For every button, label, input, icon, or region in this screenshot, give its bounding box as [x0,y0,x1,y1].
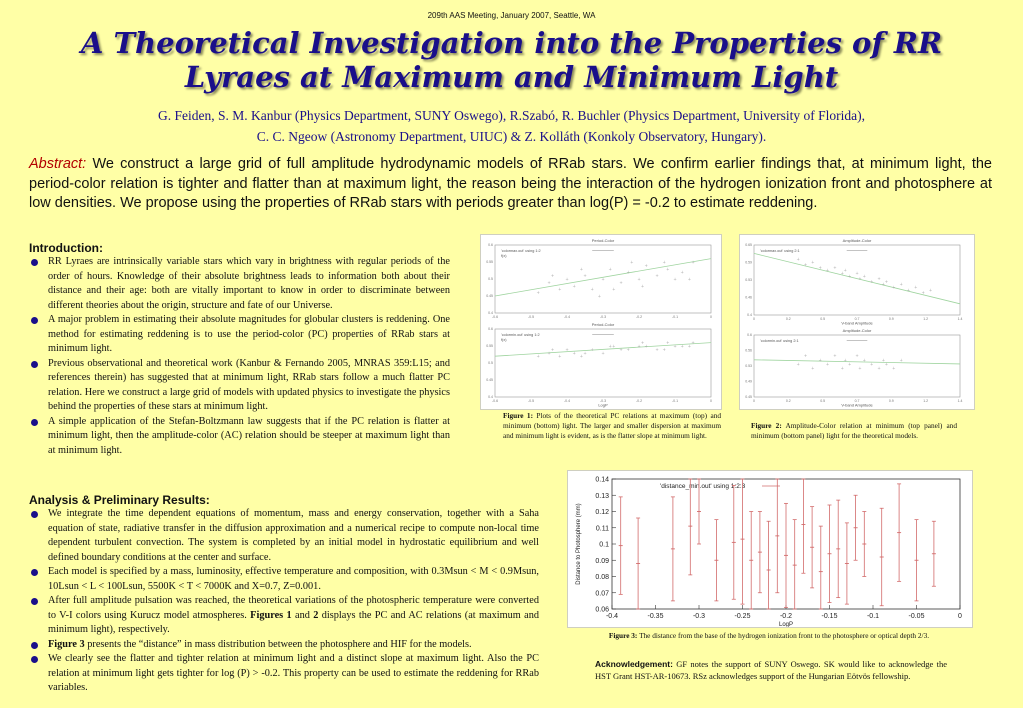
fig2-bottom-point: + [825,361,830,367]
fig2-bottom-point: + [833,353,837,359]
fig1-top-point: + [579,266,584,272]
fig2-top-point: + [858,276,862,282]
analysis-bullet [29,652,539,696]
fig1-bottom-point: + [637,343,641,349]
fig1-top-point: + [565,276,569,282]
fig1-bottom-point: + [572,350,576,356]
analysis-text: We integrate the time dependent equations of momentum, mass and energy conservation, together with a Saha equation of state, radiative transfer in the diffusion approximation and a numerical recipe to compute non-local time dependent turbulent convection. The system is completed by an initial model in hydrostatic equilibrium and well defined boundary conditions at the center and surface. [48,508,539,563]
fig2-bottom-ytick-label: 0.49 [745,379,752,384]
fig1-top-point: + [655,273,659,279]
fig1-top-point: + [583,273,587,279]
figure-1-panel [480,234,722,410]
fig1-top-xtick-label: -0.1 [671,315,679,319]
fig2-bottom-point: + [862,357,867,363]
acknowledgement-label: Acknowledgement: [595,659,673,669]
fig2-top-point: + [862,273,867,279]
fig1-bottom-point: + [601,350,605,356]
fig1-bottom-xtick-label: -0.3 [599,399,607,403]
figure-2-caption [751,421,957,441]
fig2-top-fit-line [754,253,960,303]
fig1-bottom-point: + [547,350,551,356]
fig1-bottom-ytick-label: 0.6 [488,327,493,331]
fig2-bottom-point: + [840,365,844,371]
fig1-top-ytick-label: 0.55 [486,260,493,264]
figure-3-caption-text: The distance from the base of the hydrogen ionization front to the photosphere or optical depth 2/3. [639,631,930,640]
fig1-top-point: + [691,259,695,265]
fig1-bottom-xlabel: LogP [598,402,608,408]
fig1-top-point: + [597,293,602,299]
introduction-section [29,241,450,458]
fig3-xlabel: LogP [778,622,794,627]
analysis-text: Each model is specified by a mass, luminosity, effective temperature and composition, with 0.3Msun < M < 0.9Msun, 10Lsun < L < 100Lsun, 5500K < T < 7000K and X=0.7, Z=0.001. [48,566,539,592]
fig2-bottom-point: + [858,365,862,371]
fig1-top-point: + [637,276,641,282]
fig3-legend-label: 'distance_min.out' using 1:2:3 [660,483,746,490]
fig2-top-xtick-label: 1.4 [957,317,963,321]
figure-1-caption [503,411,721,441]
fig3-xtick-label: -0.25 [734,613,751,620]
fig2-top-point: + [796,256,800,262]
fig1-bottom-point: + [666,340,670,346]
intro-bullet [29,255,450,313]
fig3-xtick-label: -0.1 [866,613,880,620]
intro-text: Previous observational and theoretical work (Kanbur & Fernando 2005, MNRAS 359:L15; and references therein) has suggested that at minimum light, RRab stars follow a much flatter PC relation. Here we construct a large grid of models with updated physics to investigate the physics behind the properties of these stars at minimum light. [48,357,450,412]
analysis-bullet [29,594,539,638]
fig2-top-xtick-label: 1.2 [923,317,929,321]
fig2-top-point: + [818,264,822,270]
fig1-top-point: + [687,276,692,282]
fig2-top-xtick-label: 0 [753,317,755,321]
figure-2-chart [740,235,974,409]
fig2-top-ytick-label: 0.65 [745,243,752,247]
fig1-bottom-point: + [644,343,648,349]
fig2-bottom-point: + [803,353,808,359]
fig3-ytick-label: 0.09 [595,557,609,565]
introduction-heading: Introduction: [29,241,103,255]
fig2-top-frame [754,245,960,315]
fig2-top-point: + [914,284,918,290]
fig2-top-point: + [892,284,896,290]
fig1-bottom-point: + [608,343,612,349]
fig1-bottom-point: + [691,340,695,346]
fig1-top-point: + [619,279,623,285]
fig1-top-point: + [626,269,630,275]
fig3-xtick-label: -0.05 [908,613,925,620]
figure-3-panel [567,470,973,628]
fig1-top-point: + [673,276,677,282]
fig1-bottom-point: + [626,346,630,352]
authors [40,105,983,147]
fig3-ylabel: Distance to Photosphere (mm) [576,503,582,585]
fig1-bottom-point: + [550,346,555,352]
bullet-icon [31,259,38,266]
fig1-bottom-xtick-label: -0.2 [635,399,643,403]
abstract-label: Abstract: [29,156,87,172]
fig1-bottom-frame [495,329,711,397]
fig2-top-ytick-label: 0.53 [745,278,752,282]
fig2-top-point: + [855,270,859,276]
fig2-bottom-point: + [884,361,889,367]
abstract-text: We construct a large grid of full amplitude hydrodynamic models of RRab stars. We confirm earlier findings that, at minimum light, the period-color relation is tighter and flatter than at maximum light, the reason being the interaction of the hydrogen ionization front and photosphere at low densities. We propose using the properties of RRab stars with periods greater than log(P) = -0.2 to estimate reddening. [29,156,993,211]
figure-3-caption-label: Figure 3: [608,631,638,640]
fig1-top-point: + [608,266,612,272]
bullet-icon [31,656,38,663]
fig1-top-point: + [644,262,648,268]
figure-1-caption-text: Plots of the theoretical PC relations at maximum (top) and minimum (bottom) light. The larger and smaller dispersion at maximum and minimum light is evident, as is the flatter slope at minimum light. [503,411,721,440]
fig3-ytick-label: 0.06 [595,606,609,614]
fig2-top-point: + [803,262,808,268]
fig1-top-point: + [547,279,551,285]
bullet-icon [31,361,38,368]
fig1-top-point: + [666,266,670,272]
fig2-bottom-point: + [899,357,903,363]
fig2-bottom-xtick-label: 0.9 [888,399,894,403]
fig2-bottom-point: + [796,361,800,367]
fig1-bottom-point: + [565,346,569,352]
figure-2-caption-label: Figure 2: [751,421,782,430]
fig2-top-point: + [825,267,830,273]
fig2-top-point: + [847,273,852,279]
fig2-bottom-fit-line [754,360,960,367]
fig2-top-point: + [899,281,903,287]
fig1-bottom-point: + [680,343,684,349]
fig1-top-ytick-label: 0.45 [486,294,493,298]
fig2-top-point: + [870,278,874,284]
acknowledgement-text: GF notes the support of SUNY Oswego. SK would like to acknowledge the HST Grant HST-AR-10673. RSz acknowledges support of the Hungarian Eötvös fellowship. [595,659,948,681]
fig1-top-xtick-label: -0.2 [635,315,643,319]
authors-line-1: G. Feiden, S. M. Kanbur (Physics Department, SUNY Oswego), R.Szabó, R. Buchler (Physics Department, University of Florida), [157,108,866,123]
fig1-bottom-xtick-label: -0.1 [671,399,679,403]
fig2-bottom-point: + [877,365,881,371]
fig2-bottom-point: + [870,361,874,367]
fig1-bottom-point: + [536,353,540,359]
fig2-bottom-point: + [847,361,852,367]
fig1-bottom-point: + [612,343,616,349]
fig1-top-title: Period-Color [591,238,615,243]
fig2-top-xtick-label: 0.9 [888,317,894,321]
figure-ref: 2 [313,609,319,621]
fig1-bottom-point: + [687,343,692,349]
fig1-top-xtick-label: -0.3 [599,315,607,319]
fig1-bottom-point: + [579,353,584,359]
fig1-top-point: + [630,259,634,265]
figure-ref: Figure 3 [48,638,85,650]
fig1-top-legend-key: 'colormax.out' using 1:2 [501,249,541,253]
fig2-bottom-ytick-label: 0.45 [745,395,752,399]
fig1-top-point: + [680,269,684,275]
fig1-top-point: + [572,283,576,289]
fig2-bottom-xtick-label: 0.7 [854,399,860,403]
fig3-xtick-label: -0.3 [692,613,706,620]
figure-1-caption-label: Figure 1: [503,411,534,420]
fig1-top-ytick-label: 0.4 [488,311,493,315]
fig3-xtick-label: -0.35 [647,613,664,620]
figure-3-chart [568,471,972,627]
bullet-icon [31,511,38,518]
fig2-bottom-xtick-label: 0.2 [785,399,791,403]
fig2-top-title: Amplitude-Color [842,238,872,243]
fig3-xtick-label: -0.2 [779,613,793,620]
fig1-top-xtick-label: -0.5 [527,315,535,319]
fig2-bottom-ytick-label: 0.53 [745,364,752,368]
fig2-bottom-legend-key: 'colormin.out' using 2:1 [760,339,799,343]
fig1-top-ytick-label: 0.6 [488,243,493,247]
fig2-top-point: + [928,287,933,293]
fig1-top-xtick-label: -0.4 [563,315,571,319]
fig2-top-xtick-label: 0.7 [854,317,860,321]
fig1-bottom-legend-key: 'colormin.out' using 1:2 [501,333,540,337]
fig1-bottom-point: + [640,340,645,346]
authors-line-2: C. C. Ngeow (Astronomy Department, UIUC) & Z. Kolláth (Konkoly Observatory, Hungary). [256,129,767,144]
figure-2-caption-text: Amplitude-Color relation at minimum (top panel) and minimum (bottom panel) light for the theoretical models. [751,421,957,440]
figure-2-panel [739,234,975,410]
figure-3-caption [567,631,971,641]
fig2-bottom-ytick-label: 0.56 [745,348,752,353]
intro-text: A simple application of the Stefan-Boltzmann law suggests that if the PC relation is flatter at minimum light, then the amplitude-color (AC) relation should be steeper at maximum light than at minimum light. [48,415,450,456]
bullet-icon [31,598,38,605]
fig2-bottom-xtick-label: 0 [753,399,755,403]
fig1-top-ytick-label: 0.5 [488,277,493,281]
fig2-bottom-point: + [881,357,886,363]
figure-1-chart [481,235,721,409]
fig2-top-point: + [881,281,886,287]
intro-text: RR Lyraes are intrinsically variable stars which vary in brightness with regular periods of the order of hours. Knowledge of their absolute brightness leads to information both about their distance and their age: both are vitally important to know in order to discriminate between different theories about the origin, structure and fate of our Universe. [48,256,450,311]
intro-bullet [29,415,450,459]
fig1-top-point: + [612,286,616,292]
intro-text: A major problem in estimating their absolute magnitudes for globular clusters is reddening. One method for estimating reddening is to use the period-color (PC) properties of RRab stars at minimum light. [48,314,450,354]
fig2-bottom-xtick-label: 0.5 [820,399,826,403]
analysis-text: We clearly see the flatter and tighter relation at minimum light and a distinct slope at maximum light. Also the PC relation at minimum light gets tighter for log (P) > -0.2. This property can be used to estimate the reddening for RRab variables. [48,653,539,693]
fig1-bottom-point: + [655,346,659,352]
fig1-top-point: + [590,286,594,292]
fig1-top-fit-key: f(x) [501,254,507,258]
fig1-top-point: + [662,259,666,265]
analysis-bullet [29,565,539,594]
bullet-icon [31,317,38,324]
fig2-top-xlabel: V-band Amplitude [841,320,873,326]
analysis-text: displays the PC and AC relations (at maximum and minimum light), respectively. [48,609,539,635]
fig2-bottom-point: + [855,353,859,359]
fig2-bottom-xtick-label: 1.4 [957,399,963,403]
fig1-bottom-ytick-label: 0.45 [486,378,493,382]
fig1-top-point: + [558,286,562,292]
fig2-top-point: + [921,290,925,296]
fig3-xtick-label: -0.4 [605,613,619,620]
fig3-ytick-label: 0.08 [595,574,609,581]
fig3-ytick-label: 0.07 [595,590,609,598]
fig1-bottom-point: + [673,343,677,349]
fig2-top-ytick-label: 0.46 [745,295,752,300]
analysis-heading: Analysis & Preliminary Results: [29,493,210,507]
meeting-line: 209th AAS Meeting, January 2007, Seattle, WA [427,11,596,20]
fig2-top-point: + [906,287,911,293]
fig1-bottom-ytick-label: 0.4 [488,395,493,399]
fig2-bottom-point: + [818,357,822,363]
fig3-ytick-label: 0.14 [595,476,609,484]
fig1-top-xtick-label: -0.6 [491,315,499,319]
fig1-bottom-point: + [558,353,562,359]
fig2-bottom-point: + [892,365,896,371]
fig3-xtick-label: 0 [958,613,962,620]
fig1-top-xtick-label: 0 [710,315,712,319]
analysis-text: After full amplitude pulsation was reached, the theoretical variations of the photospheric temperature were converted to V-I colors using Kurucz model atmospheres. [48,595,539,621]
poster-title: A Theoretical Investigation into the Properties of RR Lyraes at Maximum and Minimum Light [80,26,943,94]
fig1-bottom-ytick-label: 0.5 [488,361,493,365]
fig2-top-xtick-label: 0.2 [785,317,791,321]
fig2-bottom-point: + [811,365,815,371]
fig2-top-point: + [811,259,815,265]
bullet-icon [31,419,38,426]
fig1-top-point: + [536,290,540,296]
fig1-bottom-xtick-label: -0.6 [491,399,499,403]
bullet-icon [31,642,38,649]
fig2-top-point: + [884,278,889,284]
fig2-top-point: + [840,270,844,276]
fig3-xtick-label: -0.15 [821,613,838,620]
fig1-bottom-ytick-label: 0.55 [486,344,493,348]
fig3-ytick-label: 0.11 [595,525,609,533]
fig1-top-point: + [601,276,605,282]
analysis-bullet [29,507,539,565]
fig1-top-point: + [550,273,555,279]
intro-bullet [29,357,450,415]
fig2-top-legend-key: 'colormax.out' using 2:1 [760,249,800,253]
fig1-bottom-title: Period-Color [591,322,615,327]
bullet-icon [31,569,38,576]
fig2-bottom-xlabel: V-band Amplitude [841,402,873,408]
fig1-bottom-xtick-label: -0.5 [527,399,535,403]
fig2-top-ytick-label: 0.59 [745,260,752,265]
acknowledgement [595,659,947,682]
fig1-bottom-xtick-label: -0.4 [563,399,571,403]
figure-ref: Figures 1 [250,609,292,621]
fig1-bottom-xtick-label: 0 [710,399,712,403]
fig2-bottom-frame [754,335,960,397]
fig2-bottom-ytick-label: 0.6 [747,333,752,337]
fig3-ytick-label: 0.13 [595,492,609,500]
fig1-bottom-fit-key: f(x) [501,338,507,342]
fig1-bottom-point: + [590,346,594,352]
fig1-bottom-point: + [583,350,587,356]
analysis-text: and [291,609,314,621]
analysis-text: presents the “distance” in mass distribution between the photosphere and HIF for the models. [84,638,472,650]
analysis-bullet [29,638,539,653]
fig3-ytick-label: 0.12 [595,509,609,516]
fig2-top-point: + [877,276,881,282]
fig2-bottom-xtick-label: 1.2 [923,399,929,403]
fig1-bottom-point: + [619,346,623,352]
fig1-top-point: + [640,283,645,289]
fig2-top-point: + [833,264,837,270]
fig2-top-point: + [843,267,847,273]
fig2-bottom-point: + [843,357,847,363]
fig2-bottom-title: Amplitude-Color [842,328,872,333]
fig1-bottom-point: + [662,346,666,352]
abstract [29,155,992,214]
intro-bullet [29,313,450,357]
analysis-section [29,493,539,696]
fig3-ytick-label: 0.1 [599,541,609,549]
fig2-top-xtick-label: 0.5 [820,317,826,321]
fig2-top-ytick-label: 0.4 [747,313,752,317]
